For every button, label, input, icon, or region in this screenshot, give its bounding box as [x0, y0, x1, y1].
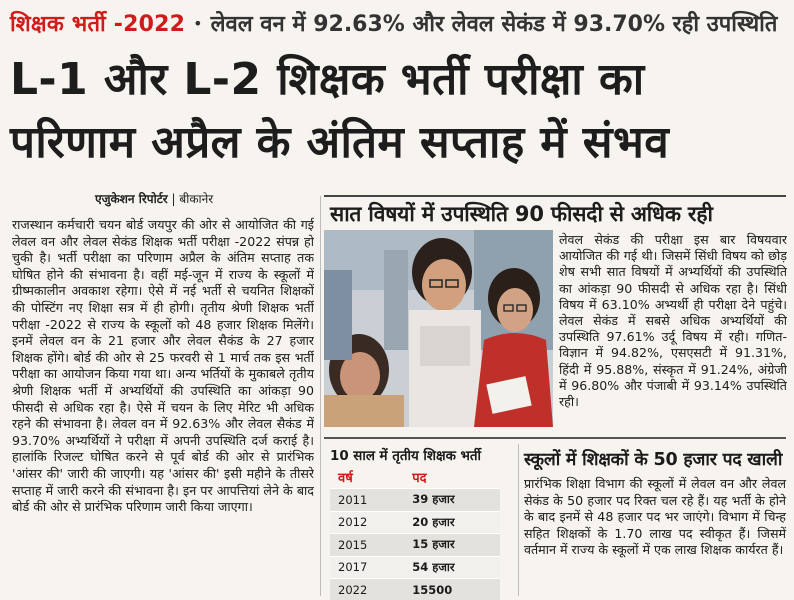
byline — [95, 190, 213, 207]
table-cell-year: 2011 — [330, 489, 404, 512]
main-story: राजस्थान कर्मचारी चयन बोर्ड जयपुर की ओर से आयोजित की गई लेवल वन और लेवल सेकंड शिक्षक भर्ती परीक्षा -2022 संपन्न हो चुकी है। भर्ती परीक्षा का परिणाम अप्रैल के अंतिम सप्ताह तक घोषित होने की संभावना है। वहीं मई-जून में राज्य के स्कूलों में ग्रीष्मकालीन अवकाश रहेगा। ऐसे में नई भर्ती से चयनित शिक्षकों की पोस्टिंग नए शिक्षा सत्र में ही होगी। तृतीय श्रेणी शिक्षक भर्ती परीक्षा -2022 से राज्य के स्कूलों को 48 हजार शिक्षक मिलेंगे। इनमें लेवल वन के 21 हजार और लेवल सैकंड के 27 हजार शिक्षक होंगे। बोर्ड की ओर से 25 फरवरी से 1 मार्च तक इस भर्ती परीक्षा का आयोजन किया गया था। अन्य भर्तियों के मुकाबले तृतीय श्रेणी शिक्षक भर्ती में अभ्यर्थियों की उपस्थिति का आंकड़ा 90 फीसदी से अधिक रहा है। ऐसे में चयन के लिए मेरिट भी अधिक रहने की संभावना है। लेवल वन में 92.63% और लेवल सैकंड में 93.70% अभ्यर्थियों ने परीक्षा में अपनी उपस्थिति दर्ज कराई है। हालांकि रिजल्ट घोषित करने से पूर्व बोर्ड की ओर से प्रारंभिक 'आंसर की' जारी की जाएगी। यह 'आंसर की' इसी महीने के तीसरे सप्ताह में जारी करने की संभावना है। इन पर आपत्तियां लेने के बाद बोर्ड की ओर से प्रारंभिक परिणाम जारी किया जाएगा। — [12, 217, 314, 515]
kicker-bullet: • — [193, 13, 203, 33]
recruitment-table-title: 10 साल में तृतीय शिक्षक भर्ती — [330, 449, 482, 464]
photo-students-illustration — [324, 230, 553, 427]
vacancy-box — [524, 446, 786, 596]
section-divider — [324, 437, 786, 439]
kicker-deck: लेवल वन में 92.63% और लेवल सेकंड में 93.70% रही उपस्थिति — [210, 12, 778, 37]
table-cell-posts: 15500 — [404, 579, 500, 600]
table-cell-posts: 39 हजार — [404, 489, 500, 512]
kicker — [10, 6, 786, 40]
table-row — [330, 534, 500, 557]
recruitment-table-box — [330, 446, 510, 596]
vacancy-text: प्रारंभिक शिक्षा विभाग की स्कूलों में लेवल वन और लेवल सेकंड के 50 हजार पद रिक्त चल रहे हैं। यह भर्ती के होने के बाद इनमें से 48 हजार पद भर जाएंगे। विभाग में चिन्ह सहित शिक्षकों के 1.70 लाख पद स्वीकृत हैं। जिसमें वर्तमान में राज्य के स्कूलों में एक लाख शिक्षक कार्यरत हैं। — [524, 476, 786, 557]
sub-story: लेवल सेकंड की परीक्षा इस बार विषयवार आयोजित की गई थी। जिसमें सिंधी विषय को छोड़ शेष सभी सात विषयों में अभ्यर्थियों की उपस्थिति का आंकड़ा 90 फीसदी से अधिक रहा है। सिंधी विषय में 63.10% अभ्यर्थी ही परीक्षा देने पहुंचे। लेवल सेकंड में सबसे अधिक अभ्यर्थियों की उपस्थिति 97.61% उर्दू विषय में रही। गणित-विज्ञान में 94.82%, एसएसटी में 91.31%, हिंदी में 95.88%, संस्कृत में 91.24%, अंग्रेजी में 96.80% और पंजाबी में 93.14% उपस्थिति रही। — [559, 232, 787, 410]
headline-line-2: परिणाम अप्रैल के अंतिम सप्ताह में संभव — [10, 117, 670, 168]
table-cell-year: 2022 — [330, 579, 404, 600]
byline-divider: | — [171, 192, 176, 206]
photo-students — [324, 230, 553, 427]
vacancy-title: स्कूलों में शिक्षकों के 50 हजार पद खाली — [524, 450, 783, 470]
headline-line-1: L-1 और L-2 शिक्षक भर्ती परीक्षा का — [10, 54, 645, 105]
table-cell-posts: 54 हजार — [404, 556, 500, 579]
table-cell-posts: 20 हजार — [404, 511, 500, 534]
recruitment-table — [330, 466, 500, 600]
byline-reporter: एजुकेशन रिपोर्टर — [95, 192, 168, 206]
table-cell-posts: 15 हजार — [404, 534, 500, 557]
table-header-row — [330, 466, 500, 489]
table-cell-year: 2012 — [330, 511, 404, 534]
byline-city: बीकानेर — [179, 192, 214, 206]
column-header-year: वर्ष — [338, 471, 353, 486]
box-divider — [518, 444, 519, 596]
table-cell-year: 2015 — [330, 534, 404, 557]
column-header-posts: पद — [412, 471, 427, 486]
subhead: सात विषयों में उपस्थिति 90 फीसदी से अधिक रही — [324, 195, 786, 229]
column-divider — [320, 196, 321, 596]
table-row — [330, 579, 500, 600]
table-row — [330, 489, 500, 512]
kicker-tag: शिक्षक भर्ती -2022 — [10, 12, 186, 37]
table-row — [330, 511, 500, 534]
table-row — [330, 556, 500, 579]
table-cell-year: 2017 — [330, 556, 404, 579]
headline — [10, 48, 786, 174]
